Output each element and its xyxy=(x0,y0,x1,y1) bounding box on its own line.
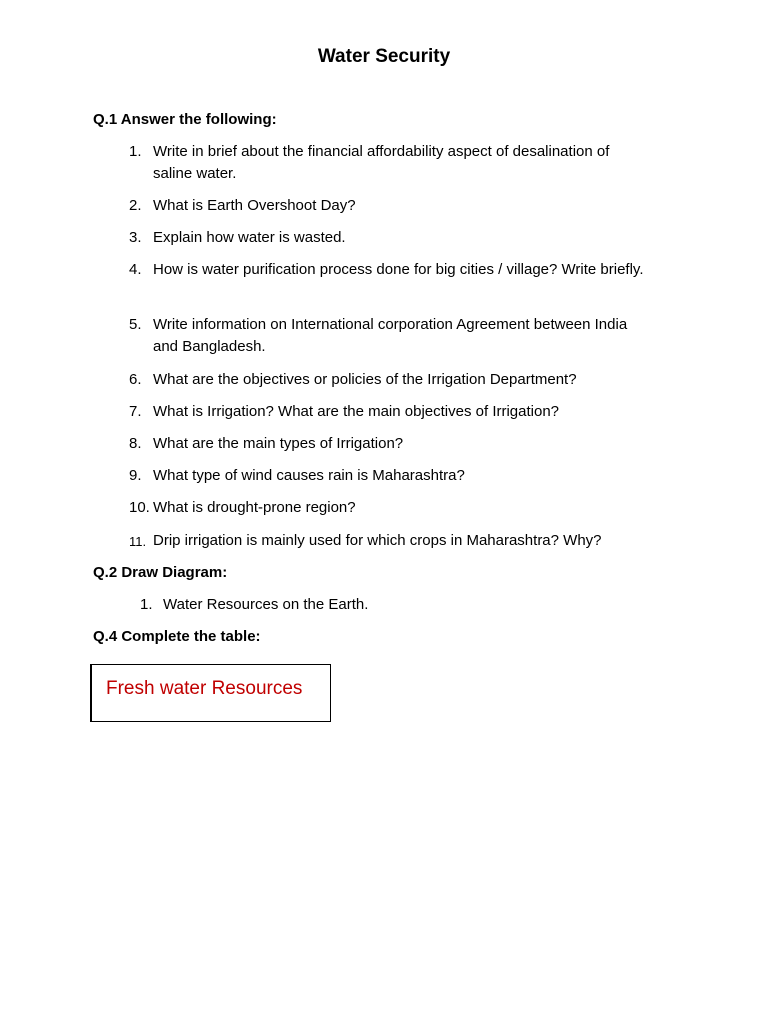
list-item-q1-8 xyxy=(129,433,649,455)
list-number: 10. xyxy=(129,499,150,516)
list-text: Write in brief about the financial affordability aspect of desalination of saline water. xyxy=(153,143,610,182)
list-item-q1-3 xyxy=(129,227,649,249)
list-number: 8. xyxy=(129,435,142,452)
list-text: What are the objectives or policies of the Irrigation Department? xyxy=(153,371,577,388)
list-item-q1-1 xyxy=(129,141,649,185)
list-text: What is Earth Overshoot Day? xyxy=(153,197,356,214)
list-number: 9. xyxy=(129,467,142,484)
list-item-q1-5 xyxy=(129,314,649,358)
list-number: 11. xyxy=(129,534,147,549)
resources-table xyxy=(90,664,331,722)
list-text: What type of wind causes rain is Maharashtra? xyxy=(153,467,465,484)
list-number: 4. xyxy=(129,261,142,278)
q2-heading: Q.2 Draw Diagram: xyxy=(93,564,228,581)
list-number: 6. xyxy=(129,371,142,388)
q1-heading: Q.1 Answer the following: xyxy=(93,111,277,128)
list-item-q1-9 xyxy=(129,465,649,487)
list-item-q1-11 xyxy=(129,530,649,552)
list-text: Explain how water is wasted. xyxy=(153,229,346,246)
list-number: 3. xyxy=(129,229,142,246)
list-number: 2. xyxy=(129,197,142,214)
list-item-q1-10 xyxy=(129,497,649,519)
list-item-q1-4 xyxy=(129,259,649,281)
list-item-q2-1 xyxy=(140,594,660,616)
list-text: What is drought-prone region? xyxy=(153,499,356,516)
list-text: What are the main types of Irrigation? xyxy=(153,435,404,452)
list-number: 1. xyxy=(129,143,142,160)
list-text: Write information on International corporation Agreement between India and Bangladesh. xyxy=(153,316,628,355)
list-item-q1-6 xyxy=(129,369,649,391)
list-text: How is water purification process done for big cities / village? Write briefly. xyxy=(153,261,644,278)
document-title: Water Security xyxy=(317,46,451,67)
list-number: 5. xyxy=(129,316,142,333)
list-item-q1-7 xyxy=(129,401,649,423)
list-number: 1. xyxy=(140,596,153,613)
list-text: What is Irrigation? What are the main objectives of Irrigation? xyxy=(153,403,560,420)
list-text: Water Resources on the Earth. xyxy=(163,596,369,613)
list-number: 7. xyxy=(129,403,142,420)
table-cell-fresh-water: Fresh water Resources xyxy=(106,678,303,699)
list-item-q1-2 xyxy=(129,195,649,217)
list-text: Drip irrigation is mainly used for which crops in Maharashtra? Why? xyxy=(153,532,602,549)
q4-heading: Q.4 Complete the table: xyxy=(93,628,261,645)
